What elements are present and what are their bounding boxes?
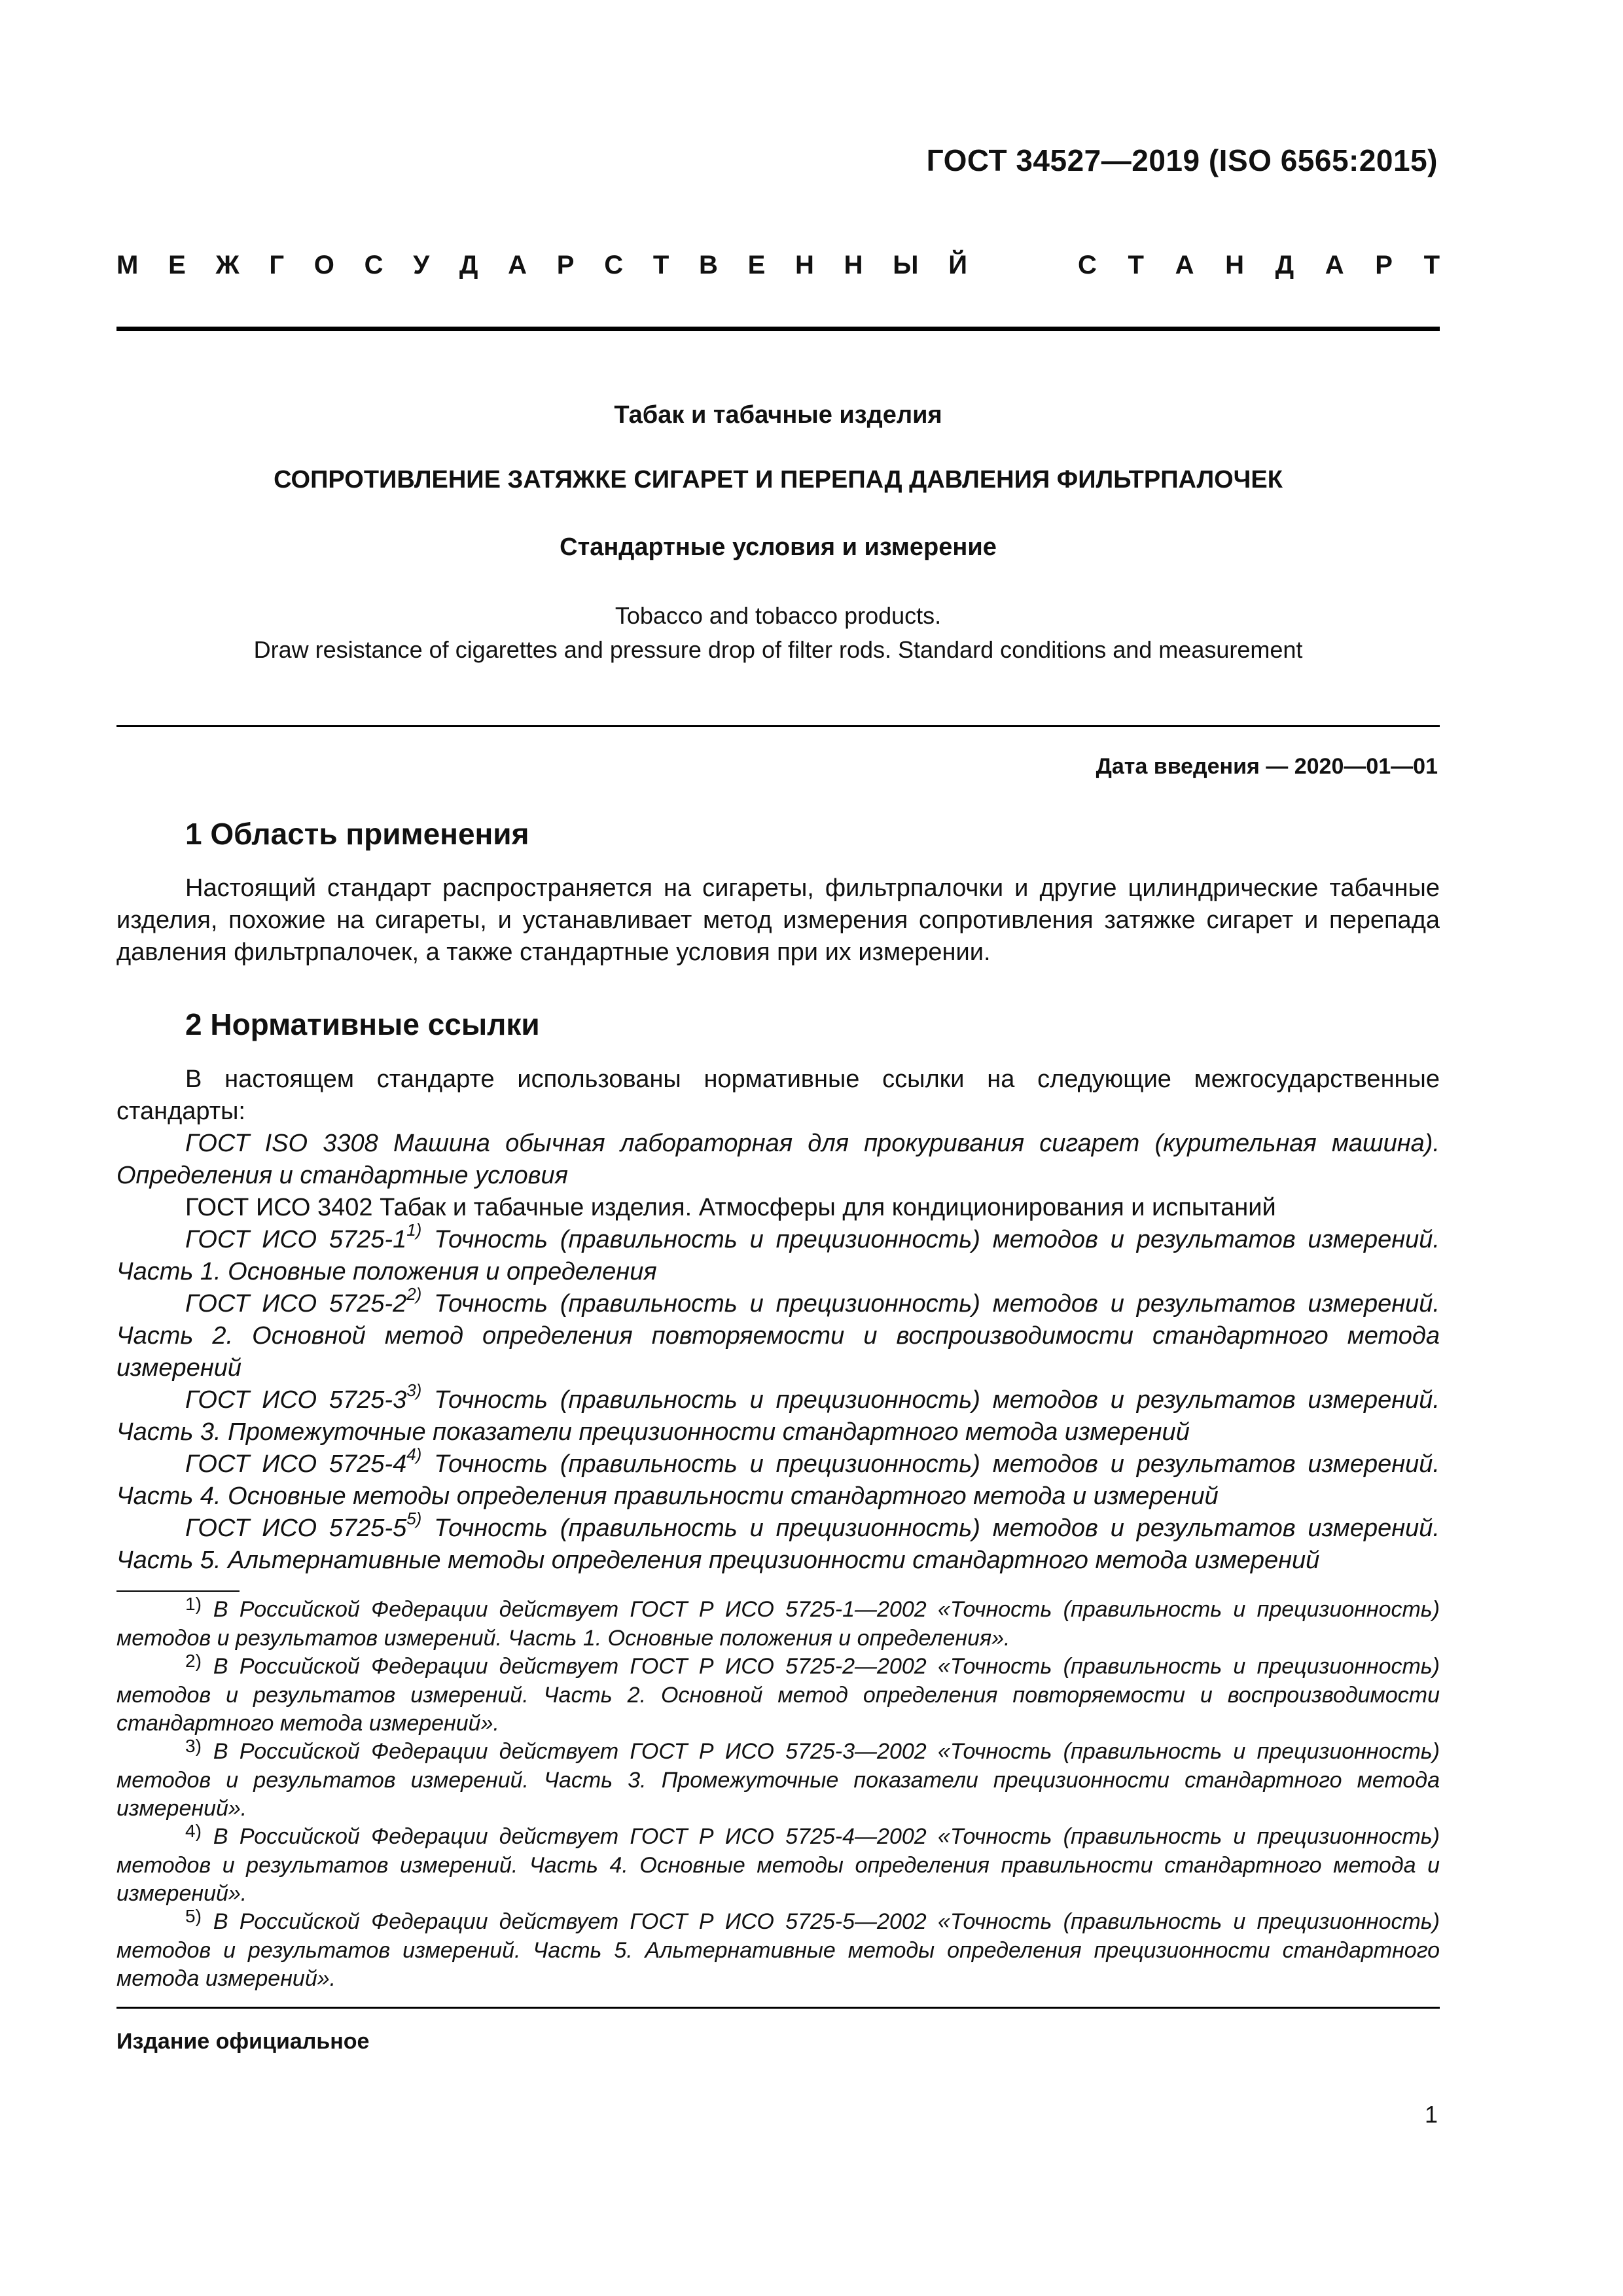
title-line-1: Табак и табачные изделия xyxy=(614,401,942,429)
reference-code: ГОСТ ИСО 5725-4 xyxy=(185,1450,407,1478)
header-rule xyxy=(116,327,1440,331)
banner-letter: Т xyxy=(1128,251,1144,279)
footnote-mark: 3) xyxy=(185,1736,202,1756)
section-1-heading: 1 Область применения xyxy=(185,817,529,851)
banner-letter: Н xyxy=(1225,251,1244,279)
banner-letter: Г xyxy=(269,251,285,279)
footnote-mark: 1) xyxy=(185,1594,202,1614)
normative-references xyxy=(116,1064,1440,1577)
standard-word xyxy=(1078,251,1440,280)
footnote-text: В Российской Федерации действует ГОСТ Р ИСО 5725-4—2002 «Точность (правильность и прецизионность) методов и результатов измерений. Часть 4. Основные методы определения правильности стандартного метода и измерений». xyxy=(116,1824,1440,1906)
reference-code: ГОСТ ИСО 5725-2 xyxy=(185,1290,407,1318)
interstate-standard-banner xyxy=(116,251,1440,280)
reference-gost-iso-5725-4 xyxy=(116,1444,1440,1513)
reference-code: ГОСТ ИСО 5725-5 xyxy=(185,1515,407,1542)
official-edition-label: Издание официальное xyxy=(116,2029,370,2054)
banner-letter: А xyxy=(1175,251,1194,279)
footnote-text: В Российской Федерации действует ГОСТ Р ИСО 5725-2—2002 «Точность (правильность и прецизионность) методов и результатов измерений. Часть 2. Основной метод определения повторяемости и воспроизводимости стандартного метода измерений». xyxy=(116,1654,1440,1736)
banner-letter: С xyxy=(604,251,624,279)
interstate-word xyxy=(116,251,967,280)
banner-letter: О xyxy=(313,251,334,279)
footnote-5 xyxy=(116,1908,1440,1993)
introduction-date: Дата введения — 2020—01—01 xyxy=(1096,754,1438,779)
footnote-mark: 2) xyxy=(406,1284,422,1304)
section-1-text: Настоящий стандарт распространяется на сигареты, фильтрпалочки и другие цилиндрические табачные изделия, похожие на сигареты, и устанавливает метод измерения сопротивления затяжке сигарет и перепада давления фильтрпалочек, а также стандартные условия при их измерении. xyxy=(116,874,1440,966)
reference-gost-iso-5725-3 xyxy=(116,1380,1440,1448)
banner-letter: Д xyxy=(1275,251,1294,279)
footnote-text: В Российской Федерации действует ГОСТ Р ИСО 5725-1—2002 «Точность (правильность и прецизионность) методов и результатов измерений. Часть 1. Основные положения и определения». xyxy=(116,1597,1440,1651)
reference-gost-iso-5725-5 xyxy=(116,1509,1440,1577)
references-intro: В настоящем стандарте использованы нормативные ссылки на следующие межгосударственные стандарты: xyxy=(116,1066,1440,1125)
footnote-mark: 5) xyxy=(406,1509,422,1529)
reference-title: Точность (правильность и прецизионность) методов и результатов измерений. Часть 4. Основные методы определения правильности стандартного метода и измерений xyxy=(116,1450,1440,1510)
footnote-mark: 1) xyxy=(406,1220,422,1240)
banner-letter: Е xyxy=(168,251,186,279)
banner-letter: С xyxy=(1078,251,1097,279)
banner-letter: А xyxy=(508,251,527,279)
page-number: 1 xyxy=(1424,2101,1438,2128)
banner-letter: Ы xyxy=(893,251,919,279)
banner-letter: Р xyxy=(556,251,575,279)
footnote-1 xyxy=(116,1596,1440,1653)
footer-rule xyxy=(116,2007,1440,2009)
banner-letter: Н xyxy=(844,251,863,279)
banner-letter: Т xyxy=(652,251,669,279)
reference-gost-iso-3308: ГОСТ ISO 3308 Машина обычная лабораторная для прокуривания сигарет (курительная машина). Определения и стандартные условия xyxy=(116,1130,1440,1189)
english-title xyxy=(116,599,1440,667)
title-line-2: СОПРОТИВЛЕНИЕ ЗАТЯЖКЕ СИГАРЕТ И ПЕРЕПАД ДАВЛЕНИЯ ФИЛЬТРПАЛОЧЕК xyxy=(274,466,1283,493)
reference-gost-iso-3402: ГОСТ ИСО 3402 Табак и табачные изделия. Атмосферы для кондиционирования и испытаний xyxy=(185,1194,1276,1221)
banner-letter: Е xyxy=(747,251,766,279)
footnotes xyxy=(116,1596,1440,1993)
footnote-mark: 2) xyxy=(185,1651,202,1671)
banner-letter: Р xyxy=(1375,251,1393,279)
reference-code: ГОСТ ИСО 5725-3 xyxy=(185,1386,407,1414)
banner-letter: С xyxy=(364,251,383,279)
footnote-mark: 3) xyxy=(406,1380,422,1401)
banner-letter: Д xyxy=(459,251,478,279)
banner-letter: Й xyxy=(948,251,967,279)
footnote-mark: 4) xyxy=(406,1444,422,1465)
banner-letter: В xyxy=(698,251,718,279)
reference-title: Точность (правильность и прецизионность) методов и результатов измерений. Часть 3. Промежуточные показатели прецизионности стандартного метода измерений xyxy=(116,1386,1440,1446)
banner-letter: А xyxy=(1325,251,1344,279)
footnote-separator xyxy=(116,1590,240,1592)
footnote-mark: 4) xyxy=(185,1821,202,1841)
reference-code: ГОСТ ИСО 5725-1 xyxy=(185,1226,407,1253)
english-title-line-2: Draw resistance of cigarettes and pressure drop of filter rods. Standard conditions and measurement xyxy=(253,636,1303,663)
banner-letter: М xyxy=(116,251,139,279)
title-line-3: Стандартные условия и измерение xyxy=(560,533,997,561)
banner-letter: У xyxy=(413,251,430,279)
section-2-heading: 2 Нормативные ссылки xyxy=(185,1007,540,1041)
reference-gost-iso-5725-1 xyxy=(116,1220,1440,1288)
footnote-mark: 5) xyxy=(185,1906,202,1926)
footnote-4 xyxy=(116,1823,1440,1908)
banner-letter: Т xyxy=(1423,251,1440,279)
footnote-3 xyxy=(116,1738,1440,1823)
reference-title: Точность (правильность и прецизионность) методов и результатов измерений. Часть 2. Основной метод определения повторяемости и воспроизводимости стандартного метода измерений xyxy=(116,1290,1440,1382)
standard-code: ГОСТ 34527—2019 (ISO 6565:2015) xyxy=(926,143,1438,177)
reference-title: Точность (правильность и прецизионность) методов и результатов измерений. Часть 1. Основные положения и определения xyxy=(116,1226,1440,1285)
footnote-text: В Российской Федерации действует ГОСТ Р ИСО 5725-3—2002 «Точность (правильность и прецизионность) методов и результатов измерений. Часть 3. Промежуточные показатели прецизионности стандартного метода измерений». xyxy=(116,1739,1440,1821)
footnote-2 xyxy=(116,1653,1440,1738)
banner-letter: Ж xyxy=(215,251,240,279)
reference-title: Точность (правильность и прецизионность) методов и результатов измерений. Часть 5. Альтернативные методы определения прецизионности стандартного метода измерений xyxy=(116,1515,1440,1574)
english-title-line-1: Tobacco and tobacco products. xyxy=(615,602,942,629)
banner-letter: Н xyxy=(795,251,814,279)
reference-gost-iso-5725-2 xyxy=(116,1284,1440,1384)
title-rule xyxy=(116,725,1440,727)
footnote-text: В Российской Федерации действует ГОСТ Р ИСО 5725-5—2002 «Точность (правильность и прецизионность) методов и результатов измерений. Часть 5. Альтернативные методы определения прецизионности стандартного метода измерений». xyxy=(116,1909,1440,1991)
